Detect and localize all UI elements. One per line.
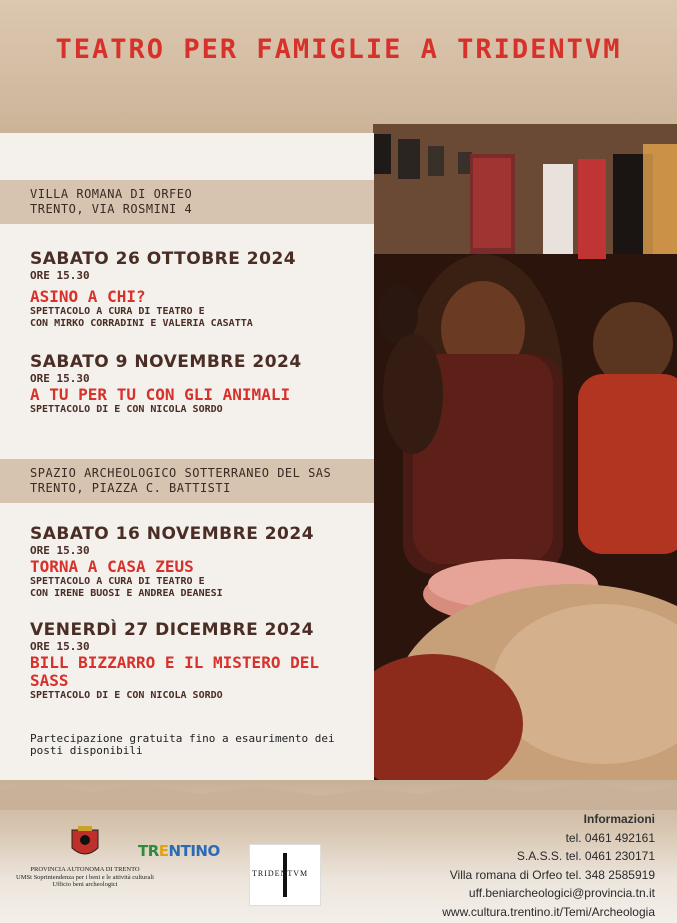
trentino-part: TR xyxy=(138,842,159,860)
info-block xyxy=(442,810,655,921)
event-date: SABATO 16 NOVEMBRE 2024 xyxy=(30,524,315,544)
event-a-tu-per-tu xyxy=(30,352,370,416)
event-bill-bizzarro xyxy=(30,620,370,702)
poster-title: TEATRO PER FAMIGLIE A TRIDENTVM xyxy=(55,34,622,65)
provincia-office: UMSt Soprintendenza per i beni e le attività culturali xyxy=(16,873,154,881)
trentino-part: NTINO xyxy=(168,842,220,860)
event-time: ORE 15.30 xyxy=(30,640,90,653)
event-time: ORE 15.30 xyxy=(30,372,90,385)
trentino-logo xyxy=(138,842,220,860)
event-desc: SPETTACOLO DI E CON NICOLA SORDO xyxy=(30,404,223,415)
tridentvm-text: TRIDENTVM xyxy=(252,869,309,878)
tridentvm-logo xyxy=(249,844,321,906)
torn-edge xyxy=(0,770,677,810)
venue-band-sass xyxy=(0,459,374,503)
info-phone: tel. 0461 492161 xyxy=(565,830,655,845)
note-line: Partecipazione gratuita fino a esaurimento dei xyxy=(30,732,335,745)
venue-address: TRENTO, PIAZZA C. BATTISTI xyxy=(30,481,231,495)
event-desc: SPETTACOLO A CURA DI TEATRO E xyxy=(30,576,205,587)
info-email[interactable]: uff.beniarcheologici@provincia.tn.it xyxy=(468,886,655,900)
info-title: Informazioni xyxy=(583,812,655,826)
event-desc: CON IRENE BUOSI E ANDREA DEANESI xyxy=(30,588,223,599)
trentino-part: E xyxy=(158,842,169,860)
event-title: ASINO A CHI? xyxy=(30,287,146,306)
event-torna-a-casa-zeus xyxy=(30,524,370,600)
event-date: SABATO 9 NOVEMBRE 2024 xyxy=(30,352,302,372)
event-asino-a-chi xyxy=(30,249,370,330)
venue-name: VILLA ROMANA DI ORFEO xyxy=(30,187,193,201)
provincia-unit: Ufficio beni archeologici xyxy=(52,881,118,888)
event-desc: SPETTACOLO DI E CON NICOLA SORDO xyxy=(30,690,223,701)
event-time: ORE 15.30 xyxy=(30,269,90,282)
event-desc: SPETTACOLO A CURA DI TEATRO E xyxy=(30,306,205,317)
event-date: VENERDÌ 27 DICEMBRE 2024 xyxy=(30,620,314,640)
event-time: ORE 15.30 xyxy=(30,544,90,557)
theater-photo xyxy=(373,124,677,784)
venue-name: SPAZIO ARCHEOLOGICO SOTTERRANEO DEL SAS xyxy=(30,466,332,480)
event-title: BILL BIZZARRO E IL MISTERO DEL xyxy=(30,653,319,672)
info-sass-phone: S.A.S.S. tel. 0461 230171 xyxy=(516,849,655,863)
participation-note xyxy=(30,733,350,757)
event-title: TORNA A CASA ZEUS xyxy=(30,557,194,576)
event-title: A TU PER TU CON GLI ANIMALI xyxy=(30,385,291,404)
event-desc: CON MIRKO CORRADINI E VALERIA CASATTA xyxy=(30,318,253,329)
info-website[interactable]: www.cultura.trentino.it/Temi/Archeologia xyxy=(442,904,655,919)
provincia-name: PROVINCIA AUTONOMA DI TRENTO xyxy=(30,866,140,873)
venue-band-orfeo xyxy=(0,180,374,224)
event-date: SABATO 26 OTTOBRE 2024 xyxy=(30,249,297,269)
note-line: posti disponibili xyxy=(30,744,143,757)
event-title-cont: SASS xyxy=(30,671,69,690)
venue-address: TRENTO, VIA ROSMINI 4 xyxy=(30,202,193,216)
info-orfeo-phone: Villa romana di Orfeo tel. 348 2585919 xyxy=(449,867,655,882)
